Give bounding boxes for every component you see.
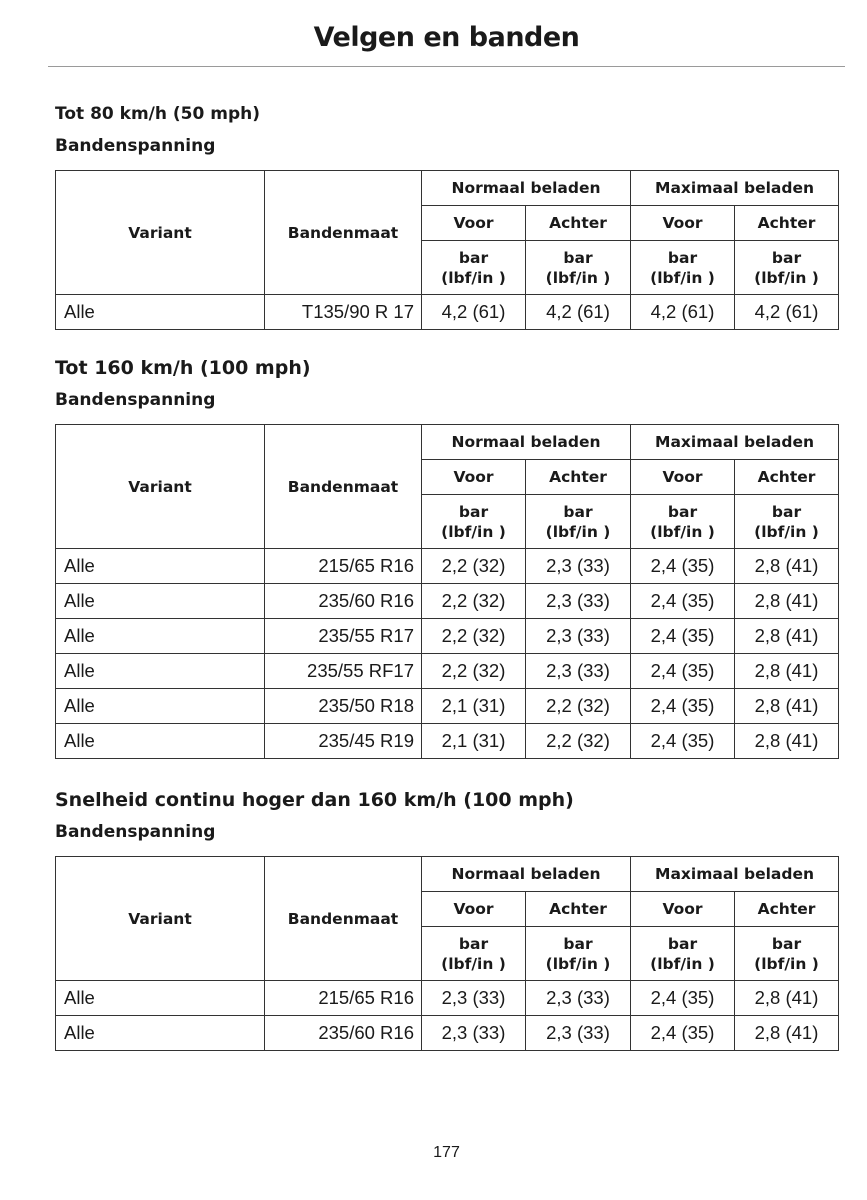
cell-max-front: 4,2 (61) <box>631 295 735 330</box>
cell-variant: Alle <box>56 724 265 759</box>
cell-max-rear: 2,8 (41) <box>735 584 839 619</box>
cell-normal-front: 4,2 (61) <box>422 295 526 330</box>
header-tyre-size: Bandenmaat <box>265 171 422 295</box>
cell-max-front: 2,4 (35) <box>631 619 735 654</box>
cell-variant: Alle <box>56 584 265 619</box>
header-unit <box>735 927 839 981</box>
unit-bar: bar <box>458 248 489 267</box>
cell-normal-front: 2,2 (32) <box>422 619 526 654</box>
unit-psi: (lbf/in ) <box>545 954 611 973</box>
header-max-load: Maximaal beladen <box>631 857 839 892</box>
cell-normal-rear: 2,2 (32) <box>526 689 631 724</box>
table-row <box>56 1016 839 1051</box>
cell-normal-rear: 2,3 (33) <box>526 1016 631 1051</box>
table-row <box>56 619 839 654</box>
cell-normal-rear: 2,3 (33) <box>526 619 631 654</box>
table-row <box>56 584 839 619</box>
header-normal-load: Normaal beladen <box>422 857 631 892</box>
header-unit <box>422 495 526 549</box>
cell-tyre-size: 235/60 R16 <box>265 584 422 619</box>
cell-normal-front: 2,3 (33) <box>422 981 526 1016</box>
table-row <box>56 654 839 689</box>
header-max-load: Maximaal beladen <box>631 171 839 206</box>
unit-psi: (lbf/in ) <box>545 268 611 287</box>
header-normal-load: Normaal beladen <box>422 425 631 460</box>
unit-bar: bar <box>771 248 802 267</box>
unit-psi: (lbf/in ) <box>441 522 506 541</box>
header-front: Voor <box>631 460 735 495</box>
section-heading: Snelheid continu hoger dan 160 km/h (100 mph) <box>55 789 574 811</box>
unit-psi: (lbf/in ) <box>754 522 819 541</box>
section-subheading: Bandenspanning <box>55 136 216 156</box>
cell-variant: Alle <box>56 1016 265 1051</box>
header-rear: Achter <box>526 460 631 495</box>
unit-bar: bar <box>563 248 593 267</box>
header-variant: Variant <box>56 425 265 549</box>
unit-psi: (lbf/in ) <box>441 954 506 973</box>
header-unit <box>422 927 526 981</box>
table-row <box>56 689 839 724</box>
cell-max-front: 2,4 (35) <box>631 654 735 689</box>
page-number: 177 <box>433 1144 460 1161</box>
cell-normal-front: 2,1 (31) <box>422 724 526 759</box>
cell-tyre-size: 215/65 R16 <box>265 549 422 584</box>
header-variant: Variant <box>56 171 265 295</box>
cell-normal-front: 2,3 (33) <box>422 1016 526 1051</box>
header-max-load: Maximaal beladen <box>631 425 839 460</box>
cell-tyre-size: 215/65 R16 <box>265 981 422 1016</box>
cell-tyre-size: 235/55 R17 <box>265 619 422 654</box>
header-tyre-size: Bandenmaat <box>265 425 422 549</box>
table-row <box>56 981 839 1016</box>
section-up-to-80 <box>55 101 838 330</box>
unit-psi: (lbf/in ) <box>650 954 715 973</box>
cell-normal-front: 2,2 (32) <box>422 584 526 619</box>
cell-max-rear: 2,8 (41) <box>735 981 839 1016</box>
header-unit <box>526 495 631 549</box>
header-rear: Achter <box>735 892 839 927</box>
cell-max-rear: 2,8 (41) <box>735 654 839 689</box>
header-unit <box>735 495 839 549</box>
cell-max-front: 2,4 (35) <box>631 1016 735 1051</box>
cell-max-rear: 2,8 (41) <box>735 619 839 654</box>
cell-normal-rear: 2,3 (33) <box>526 981 631 1016</box>
cell-variant: Alle <box>56 295 265 330</box>
cell-max-front: 2,4 (35) <box>631 981 735 1016</box>
cell-tyre-size: 235/45 R19 <box>265 724 422 759</box>
tyre-pressure-table <box>55 424 839 759</box>
cell-variant: Alle <box>56 654 265 689</box>
section-above-160 <box>55 787 838 1051</box>
tyre-pressure-table <box>55 856 839 1051</box>
cell-max-rear: 2,8 (41) <box>735 549 839 584</box>
cell-normal-front: 2,1 (31) <box>422 689 526 724</box>
unit-bar: bar <box>667 934 698 953</box>
header-tyre-size: Bandenmaat <box>265 857 422 981</box>
cell-max-front: 2,4 (35) <box>631 689 735 724</box>
header-front: Voor <box>631 892 735 927</box>
section-up-to-160 <box>55 355 838 759</box>
cell-max-rear: 2,8 (41) <box>735 724 839 759</box>
unit-psi: (lbf/in ) <box>650 522 715 541</box>
unit-bar: bar <box>667 248 698 267</box>
header-unit <box>631 241 735 295</box>
unit-psi: (lbf/in ) <box>545 522 611 541</box>
header-front: Voor <box>422 206 526 241</box>
header-variant: Variant <box>56 857 265 981</box>
cell-variant: Alle <box>56 689 265 724</box>
header-rear: Achter <box>735 460 839 495</box>
header-unit <box>735 241 839 295</box>
header-unit <box>631 495 735 549</box>
cell-normal-rear: 4,2 (61) <box>526 295 631 330</box>
cell-variant: Alle <box>56 981 265 1016</box>
cell-normal-front: 2,2 (32) <box>422 654 526 689</box>
header-normal-load: Normaal beladen <box>422 171 631 206</box>
cell-max-front: 2,4 (35) <box>631 584 735 619</box>
table-row <box>56 549 839 584</box>
unit-bar: bar <box>563 934 593 953</box>
section-subheading: Bandenspanning <box>55 822 216 842</box>
header-unit <box>422 241 526 295</box>
unit-psi: (lbf/in ) <box>754 268 819 287</box>
title-divider <box>48 66 845 67</box>
unit-bar: bar <box>458 502 489 521</box>
header-unit <box>631 927 735 981</box>
cell-normal-front: 2,2 (32) <box>422 549 526 584</box>
cell-normal-rear: 2,3 (33) <box>526 549 631 584</box>
cell-tyre-size: 235/50 R18 <box>265 689 422 724</box>
cell-variant: Alle <box>56 619 265 654</box>
cell-max-rear: 4,2 (61) <box>735 295 839 330</box>
header-rear: Achter <box>526 206 631 241</box>
header-front: Voor <box>631 206 735 241</box>
cell-normal-rear: 2,2 (32) <box>526 724 631 759</box>
table-row <box>56 724 839 759</box>
cell-max-front: 2,4 (35) <box>631 724 735 759</box>
unit-bar: bar <box>458 934 489 953</box>
cell-max-rear: 2,8 (41) <box>735 689 839 724</box>
unit-bar: bar <box>667 502 698 521</box>
tyre-pressure-table <box>55 170 839 330</box>
unit-bar: bar <box>563 502 593 521</box>
page-title: Velgen en banden <box>313 22 580 53</box>
header-unit <box>526 927 631 981</box>
section-heading: Tot 80 km/h (50 mph) <box>55 104 260 124</box>
header-unit <box>526 241 631 295</box>
header-rear: Achter <box>735 206 839 241</box>
cell-normal-rear: 2,3 (33) <box>526 654 631 689</box>
cell-variant: Alle <box>56 549 265 584</box>
cell-tyre-size: T135/90 R 17 <box>265 295 422 330</box>
unit-psi: (lbf/in ) <box>650 268 715 287</box>
header-front: Voor <box>422 892 526 927</box>
cell-max-front: 2,4 (35) <box>631 549 735 584</box>
cell-normal-rear: 2,3 (33) <box>526 584 631 619</box>
header-front: Voor <box>422 460 526 495</box>
unit-psi: (lbf/in ) <box>754 954 819 973</box>
unit-bar: bar <box>771 502 802 521</box>
cell-tyre-size: 235/60 R16 <box>265 1016 422 1051</box>
cell-tyre-size: 235/55 RF17 <box>265 654 422 689</box>
header-rear: Achter <box>526 892 631 927</box>
section-heading: Tot 160 km/h (100 mph) <box>55 357 311 379</box>
section-subheading: Bandenspanning <box>55 390 216 410</box>
unit-bar: bar <box>771 934 802 953</box>
table-row <box>56 295 839 330</box>
unit-psi: (lbf/in ) <box>441 268 506 287</box>
cell-max-rear: 2,8 (41) <box>735 1016 839 1051</box>
